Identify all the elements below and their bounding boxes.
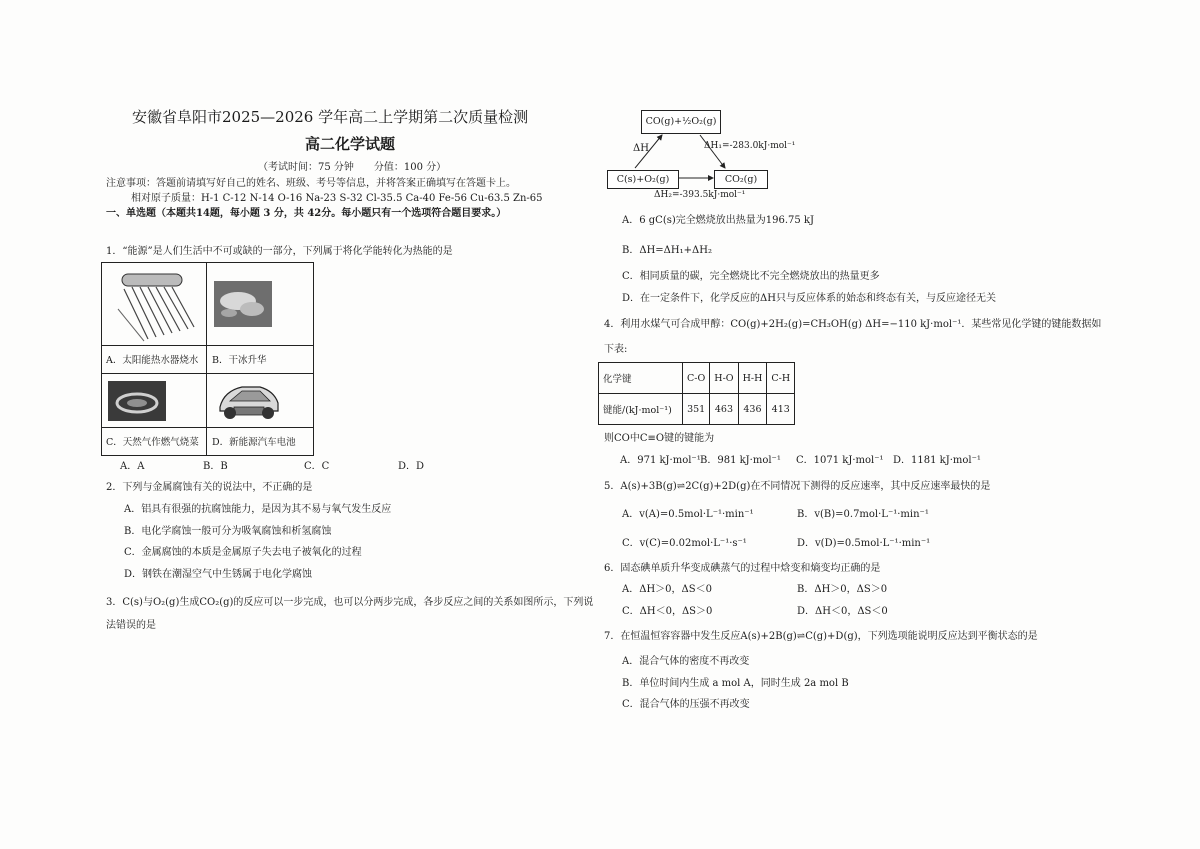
q2-option-d: D．钢铁在潮湿空气中生锈属于电化学腐蚀: [124, 569, 313, 580]
q3-stem-line2: 法错误的是: [106, 620, 156, 631]
exam-subject-title: 高二化学试题: [305, 135, 396, 153]
table-cell: 键能/(kJ·mol⁻¹): [599, 394, 683, 425]
q2-option-a: A．铝具有很强的抗腐蚀能力，是因为其不易与氧气发生反应: [124, 504, 392, 515]
q4-question: 则CO中C≡O键的键能为: [604, 433, 715, 444]
q4-option-c: C．1071 kJ·mol⁻¹: [796, 455, 884, 466]
q6-stem: 6．固态碘单质升华变成碘蒸气的过程中焓变和熵变均正确的是: [604, 563, 881, 574]
q3-option-d: D．在一定条件下，化学反应的ΔH只与反应体系的始态和终态有关，与反应途径无关: [622, 293, 996, 304]
q4-option-a: A．971 kJ·mol⁻¹: [620, 455, 701, 466]
q3-right-box: CO₂(g): [714, 170, 768, 189]
grid-divider: [102, 373, 313, 374]
q3-dh2-label: ΔH₂=-393.5kJ·mol⁻¹: [654, 190, 746, 200]
q7-option-b: B．单位时间内生成 a mol A，同时生成 2a mol B: [622, 678, 849, 689]
q2-option-c: C．金属腐蚀的本质是金属原子失去电子被氧化的过程: [124, 547, 362, 558]
q3-option-b: B．ΔH=ΔH₁+ΔH₂: [622, 245, 712, 256]
dry-ice-picture: [214, 281, 272, 327]
table-row: [599, 394, 795, 425]
q5-option-b: B．v(B)=0.7mol·L⁻¹·min⁻¹: [797, 509, 929, 520]
table-cell: 413: [767, 394, 795, 425]
q6-option-a: A．ΔH＞0，ΔS＜0: [622, 584, 712, 595]
gas-stove-picture: [108, 381, 166, 421]
q4-stem-line1: 4．利用水煤气可合成甲醇：CO(g)+2H₂(g)=CH₃OH(g) ΔH=−110 kJ·mol⁻¹．某些常见化学键的键能数据如: [604, 319, 1102, 330]
table-header-cell: C-H: [767, 363, 795, 394]
exam-time-score: （考试时间：75 分钟 分值：100 分）: [258, 162, 447, 173]
q6-option-c: C．ΔH＜0，ΔS＞0: [622, 606, 713, 617]
q1-image-grid: [101, 262, 314, 456]
q3-option-c: C．相同质量的碳，完全燃烧比不完全燃烧放出的热量更多: [622, 271, 880, 282]
q3-top-box: CO(g)+½O₂(g): [641, 110, 721, 134]
q6-option-b: B．ΔH＞0，ΔS＞0: [797, 584, 888, 595]
section-heading: 一、单选题（本题共14题，每小题 3 分，共 42分。每小题只有一个选项符合题目要求。）: [106, 208, 507, 219]
q1-caption-a: A．太阳能热水器烧水: [106, 355, 199, 366]
q7-option-c: C．混合气体的压强不再改变: [622, 699, 750, 710]
q3-option-a: A．6 gC(s)完全燃烧放出热量为196.75 kJ: [622, 215, 814, 226]
atomic-mass-list: 相对原子质量：H-1 C-12 N-14 O-16 Na-23 S-32 Cl-35.5 Ca-40 Fe-56 Cu-63.5 Zn-65: [131, 193, 543, 204]
q5-option-a: A．v(A)=0.5mol·L⁻¹·min⁻¹: [622, 509, 754, 520]
q1-option-a: A．A: [120, 461, 145, 472]
table-cell: 463: [710, 394, 738, 425]
table-header-cell: H-H: [738, 363, 767, 394]
solar-water-heater-picture: [108, 269, 200, 343]
q5-stem: 5．A(s)+3B(g)⇌2C(g)+2D(g)在不同情况下测得的反应速率，其中反应速率最快的是: [604, 481, 991, 492]
q1-caption-d: D．新能源汽车电池: [212, 437, 296, 448]
q4-option-d: D．1181 kJ·mol⁻¹: [893, 455, 981, 466]
q7-stem: 7．在恒温恒容容器中发生反应A(s)+2B(g)⇌C(g)+D(g)，下列选项能说明反应达到平衡状态的是: [604, 631, 1038, 642]
q3-left-box: C(s)+O₂(g): [607, 170, 679, 189]
q5-option-c: C．v(C)=0.02mol·L⁻¹·s⁻¹: [622, 538, 747, 549]
table-cell: 351: [683, 394, 710, 425]
electric-car-picture: [214, 377, 284, 423]
table-row: [599, 363, 795, 394]
q2-stem: 2．下列与金属腐蚀有关的说法中，不正确的是: [106, 482, 313, 493]
q1-stem: 1．“能源”是人们生活中不可或缺的一部分，下列属于将化学能转化为热能的是: [106, 246, 453, 257]
q3-stem-line1: 3．C(s)与O₂(g)生成CO₂(g)的反应可以一步完成，也可以分两步完成，各步反应之间的关系如图所示，下列说: [106, 597, 594, 608]
q4-stem-line2: 下表:: [604, 344, 628, 355]
q1-option-d: D．D: [398, 461, 425, 472]
exam-notice: 注意事项：答题前请填写好自己的姓名、班级、考号等信息，并将答案正确填写在答题卡上。: [106, 178, 516, 189]
q3-dh-label: ΔH: [633, 143, 649, 154]
q3-dh1-label: ΔH₁=-283.0kJ·mol⁻¹: [704, 141, 796, 151]
q7-option-a: A．混合气体的密度不再改变: [622, 656, 750, 667]
q4-option-b: B．981 kJ·mol⁻¹: [700, 455, 781, 466]
q1-option-c: C．C: [304, 461, 330, 472]
q1-option-b: B．B: [203, 461, 228, 472]
exam-header-title: 安徽省阜阳市2025—2026 学年高二上学期第二次质量检测: [132, 108, 529, 126]
table-header-cell: H-O: [710, 363, 738, 394]
table-header-cell: C-O: [683, 363, 710, 394]
table-header-cell: 化学键: [599, 363, 683, 394]
grid-divider: [102, 427, 313, 428]
bond-energy-table: [598, 362, 795, 425]
grid-divider: [102, 345, 313, 346]
table-cell: 436: [738, 394, 767, 425]
q2-option-b: B．电化学腐蚀一般可分为吸氧腐蚀和析氢腐蚀: [124, 526, 332, 537]
q1-caption-c: C．天然气作燃气烧菜: [106, 437, 199, 448]
q1-caption-b: B．干冰升华: [212, 355, 267, 366]
q5-option-d: D．v(D)=0.5mol·L⁻¹·min⁻¹: [797, 538, 931, 549]
q6-option-d: D．ΔH＜0，ΔS＜0: [797, 606, 888, 617]
